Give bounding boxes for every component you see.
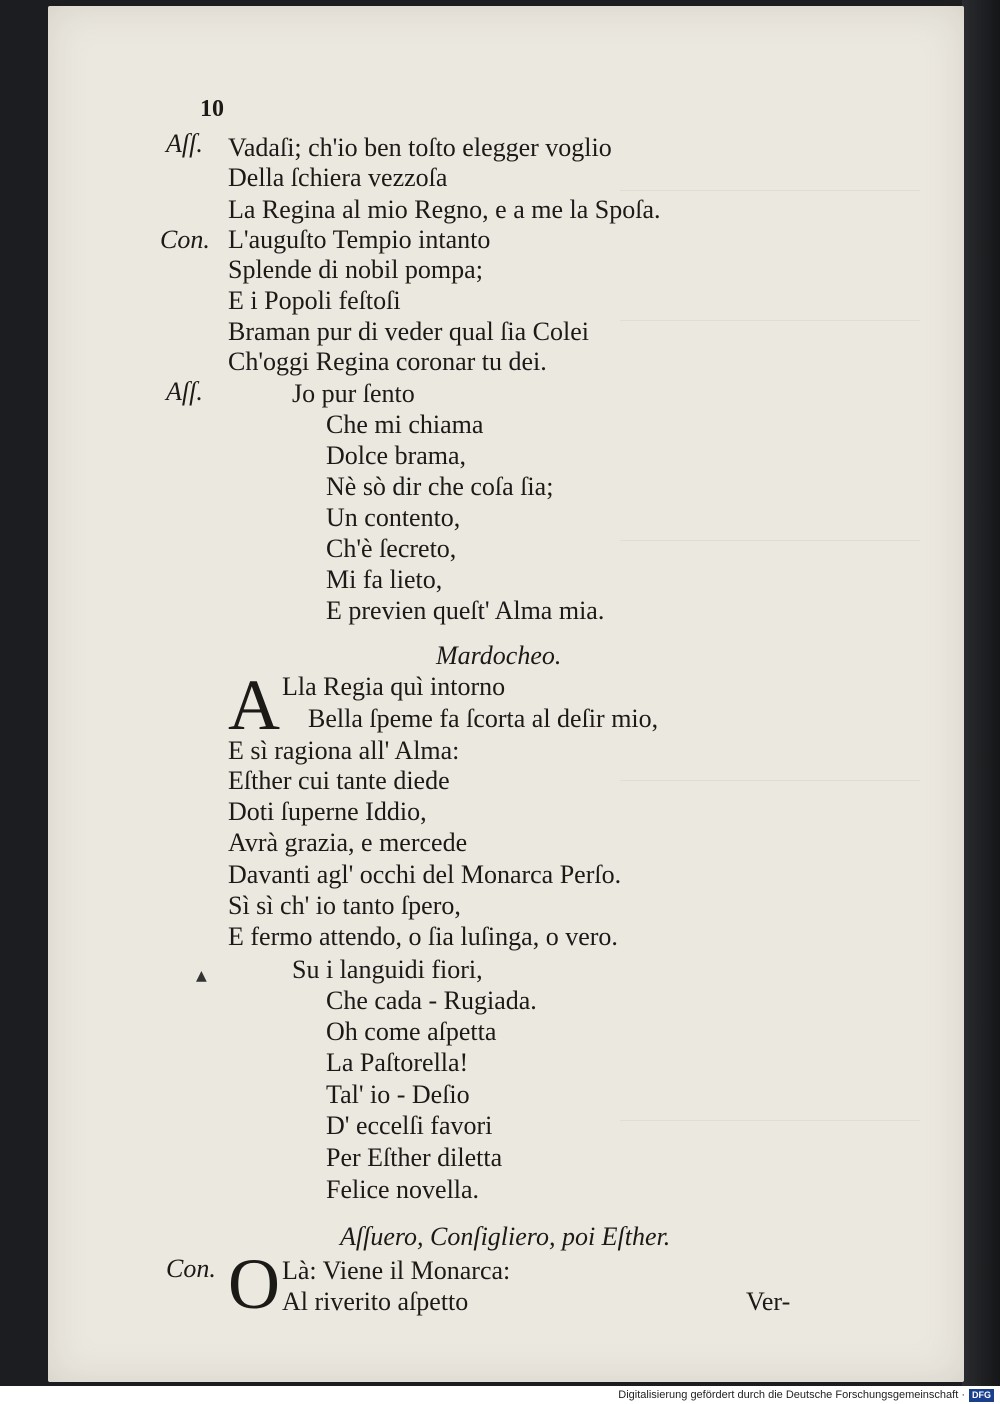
verse-line: L'auguſto Tempio intanto [228,225,491,254]
verse-line: Braman pur di veder qual ſia Colei [228,317,590,346]
verse-line: Sì sì ch' io tanto ſpero, [228,891,461,920]
verse-line: Davanti agl' occhi del Monarca Perſo. [228,860,622,889]
verse-line: Doti ſuperne Iddio, [228,797,427,826]
aria-line: Oh come aſpetta [326,1017,497,1046]
aria-line: Che cada - Rugiada. [326,986,537,1015]
drop-cap: A [228,665,280,745]
aria-line: Tal' io - Deſio [326,1080,470,1109]
speaker-label: Aſſ. [166,377,203,406]
speaker-label: Con. [166,1254,216,1283]
verse-line: Là: Viene il Monarca: [282,1256,511,1285]
verse-line: E i Popoli feſtoſi [228,286,401,315]
verse-line: Eſther cui tante diede [228,766,450,795]
book-edge [962,0,1000,1386]
speaker-label: Con. [160,225,210,254]
verse-line: E fermo attendo, o ſia luſinga, o vero. [228,922,618,951]
character-heading: Mardocheo. [436,641,562,670]
aria-line: Felice novella. [326,1175,480,1204]
verse-line: Lla Regia quì intorno [282,672,506,701]
page-number: 10 [200,96,224,122]
aria-line: Che mi chiama [326,410,484,439]
verse-line: Avrà grazia, e mercede [228,828,468,857]
verse-line: La Regina al mio Regno, e a me la Spoſa. [228,195,661,224]
aria-line: E previen queſt' Alma mia. [326,596,605,625]
aria-line: Jo pur ſento [292,379,415,408]
verse-line: Ch'oggi Regina coronar tu dei. [228,347,547,376]
verse-line: E sì ragiona all' Alma: [228,736,460,765]
aria-line: D' eccelſi favori [326,1111,493,1140]
printer-mark-icon: ▲ [196,968,207,984]
aria-line: Dolce brama, [326,441,467,470]
footer-text: Digitalisierung gefördert durch die Deutsche Forschungsgemeinschaft [618,1389,959,1401]
catchword: Ver- [746,1287,791,1316]
aria-line: Su i languidi fiori, [292,955,483,984]
aria-line: Mi fa lieto, [326,565,443,594]
speaker-label: Aſſ. [166,129,203,158]
character-heading: Aſſuero, Conſigliero, poi Eſther. [340,1222,671,1251]
aria-line: Per Eſther diletta [326,1143,503,1172]
dfg-logo: DFG [969,1389,994,1402]
digitization-footer: Digitalisierung gefördert durch die Deutsche Forschungsgemeinschaft · DFG [0,1386,1000,1404]
aria-line: Nè sò dir che coſa ſia; [326,472,554,501]
aria-line: Ch'è ſecreto, [326,534,457,563]
aria-line: La Paſtorella! [326,1048,469,1077]
verse-line: Splende di nobil pompa; [228,255,483,284]
verse-line: Vadaſi; ch'io ben toſto elegger voglio [228,133,612,162]
verse-line: Al riverito aſpetto [282,1287,469,1316]
verse-line: Bella ſpeme fa ſcorta al deſir mio, [308,704,659,733]
drop-cap: O [228,1244,280,1324]
verse-line: Della ſchiera vezzoſa [228,163,448,192]
aria-line: Un contento, [326,503,461,532]
